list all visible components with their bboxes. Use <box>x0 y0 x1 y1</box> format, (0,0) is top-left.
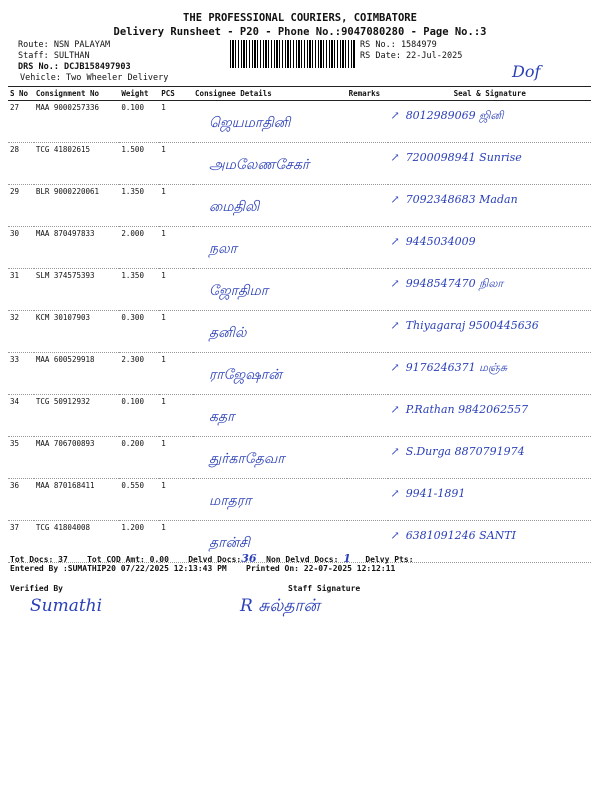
cell-signature <box>388 395 591 437</box>
cell-sno: 31 <box>8 269 34 311</box>
signature-handwriting: 9941-1891 <box>405 487 466 500</box>
entered-by: Entered By :SUMATHIP20 07/22/2025 12:13:43 PM <box>10 564 227 573</box>
signature-handwriting: S.Durga 8870791974 <box>405 445 525 458</box>
col-consignee: Consignee Details <box>193 87 347 101</box>
cell-sno: 35 <box>8 437 34 479</box>
sheet-subtitle: Delivery Runsheet - P20 - Phone No.:9047080280 - Page No.:3 <box>113 26 487 38</box>
cell-pcs: 1 <box>159 311 193 353</box>
consignee-handwriting: கதா <box>209 409 235 425</box>
consignee-handwriting: துர்காதேவா <box>209 451 285 467</box>
cell-remarks <box>347 185 389 227</box>
cell-pcs: 1 <box>159 353 193 395</box>
arrow-icon: ↗ <box>390 361 400 374</box>
cell-consignee <box>193 437 347 479</box>
cell-remarks <box>347 101 389 143</box>
cell-weight: 0.100 <box>119 101 159 143</box>
vehicle-text: Vehicle: Two Wheeler Delivery <box>20 73 169 83</box>
runsheet-table <box>8 86 591 563</box>
cell-consignment: TCG 50912932 <box>34 395 120 437</box>
cell-sno: 34 <box>8 395 34 437</box>
cell-consignment: MAA 870168411 <box>34 479 120 521</box>
signature-handwriting: 8012989069 ஜினி <box>405 109 504 122</box>
total-docs: Tot Docs: 37 <box>10 555 68 564</box>
cell-pcs: 1 <box>159 185 193 227</box>
signature-handwriting: 7200098941 Sunrise <box>405 151 522 164</box>
cell-weight: 0.300 <box>119 311 159 353</box>
signature-handwriting: Thiyagaraj 9500445636 <box>405 319 539 332</box>
corner-handwritten-note: Dof <box>512 62 541 81</box>
cell-consignment: BLR 9000220061 <box>34 185 120 227</box>
printed-on: Printed On: 22-07-2025 12:12:11 <box>246 564 396 573</box>
consignee-handwriting: அமலேணசேகர் <box>209 157 310 173</box>
delivered-docs-label: Delvd Docs: <box>188 555 242 564</box>
cell-sno: 32 <box>8 311 34 353</box>
consignee-handwriting: நலா <box>209 241 237 257</box>
consignee-handwriting: தான்சி <box>209 535 251 551</box>
cell-weight: 1.200 <box>119 521 159 563</box>
cell-remarks <box>347 479 389 521</box>
cell-consignee <box>193 185 347 227</box>
cell-consignee <box>193 269 347 311</box>
cell-consignment: KCM 30107903 <box>34 311 120 353</box>
staff-signature-label: Staff Signature <box>288 584 361 593</box>
entry-line <box>10 564 395 573</box>
cell-sno: 28 <box>8 143 34 185</box>
signature-handwriting: 9445034009 <box>405 235 476 248</box>
cell-pcs: 1 <box>159 227 193 269</box>
cell-signature <box>388 269 591 311</box>
cell-remarks <box>347 143 389 185</box>
barcode <box>230 40 355 68</box>
cell-weight: 0.550 <box>119 479 159 521</box>
cell-remarks <box>347 395 389 437</box>
table-row <box>8 269 591 311</box>
table-header-row <box>8 87 591 101</box>
cell-consignment: MAA 870497833 <box>34 227 120 269</box>
cell-weight: 1.350 <box>119 269 159 311</box>
arrow-icon: ↗ <box>390 109 400 122</box>
cell-consignee <box>193 311 347 353</box>
cell-consignee <box>193 353 347 395</box>
cell-consignment: TCG 41802615 <box>34 143 120 185</box>
cell-weight: 2.300 <box>119 353 159 395</box>
arrow-icon: ↗ <box>390 319 400 332</box>
cell-sno: 30 <box>8 227 34 269</box>
arrow-icon: ↗ <box>390 529 400 542</box>
cell-pcs: 1 <box>159 143 193 185</box>
staff-text: Staff: SULTHAN <box>18 51 90 61</box>
cell-signature <box>388 521 591 563</box>
cell-pcs: 1 <box>159 437 193 479</box>
cell-pcs: 1 <box>159 269 193 311</box>
cell-signature <box>388 353 591 395</box>
drs-number: DRS No.: DCJB158497903 <box>18 62 131 72</box>
table-row <box>8 395 591 437</box>
cell-remarks <box>347 311 389 353</box>
cell-consignee <box>193 479 347 521</box>
cell-signature <box>388 185 591 227</box>
col-sno: S No <box>8 87 34 101</box>
non-delivered-docs-label: Non Delvd Docs: <box>266 555 339 564</box>
delivery-points-label: Delvy Pts: <box>365 555 414 564</box>
cell-consignee <box>193 143 347 185</box>
arrow-icon: ↗ <box>390 403 400 416</box>
cell-signature <box>388 437 591 479</box>
arrow-icon: ↗ <box>390 235 400 248</box>
table-row <box>8 185 591 227</box>
cell-consignee <box>193 227 347 269</box>
cell-weight: 1.350 <box>119 185 159 227</box>
col-weight: Weight <box>119 87 159 101</box>
signature-handwriting: 9948547470 நிலா <box>405 277 504 290</box>
arrow-icon: ↗ <box>390 193 400 206</box>
consignee-handwriting: மைதிலி <box>209 199 260 215</box>
signature-handwriting: P.Rathan 9842062557 <box>405 403 529 416</box>
delivered-docs-handwritten: 36 <box>241 552 257 565</box>
arrow-icon: ↗ <box>390 487 400 500</box>
consignee-handwriting: ஜெயமாதினி <box>209 115 291 131</box>
consignee-handwriting: தனில் <box>209 325 247 341</box>
signature-handwriting: 9176246371 மஞ்சு <box>405 361 508 374</box>
consignee-handwriting: மாதரா <box>209 493 252 509</box>
cell-consignment: MAA 706700893 <box>34 437 120 479</box>
table-row <box>8 353 591 395</box>
col-remarks: Remarks <box>347 87 389 101</box>
table-row <box>8 143 591 185</box>
cell-signature <box>388 227 591 269</box>
arrow-icon: ↗ <box>390 151 400 164</box>
cell-pcs: 1 <box>159 479 193 521</box>
cell-signature <box>388 311 591 353</box>
staff-signature: R சுல்தான் <box>240 596 320 616</box>
cell-remarks <box>347 227 389 269</box>
col-consignment: Consignment No <box>34 87 120 101</box>
table-row <box>8 311 591 353</box>
table-row <box>8 227 591 269</box>
table-row <box>8 101 591 143</box>
cell-sno: 29 <box>8 185 34 227</box>
non-delivered-docs-handwritten: 1 <box>343 552 351 565</box>
cell-sno: 37 <box>8 521 34 563</box>
cell-signature <box>388 479 591 521</box>
cell-signature <box>388 143 591 185</box>
cell-weight: 1.500 <box>119 143 159 185</box>
signature-handwriting: 6381091246 SANTI <box>405 529 516 542</box>
cell-sno: 27 <box>8 101 34 143</box>
table-row <box>8 479 591 521</box>
col-seal-signature: Seal & Signature <box>388 87 591 101</box>
sheet-title: THE PROFESSIONAL COURIERS, COIMBATORE <box>183 12 417 24</box>
cell-consignment: SLM 374575393 <box>34 269 120 311</box>
cell-pcs: 1 <box>159 101 193 143</box>
col-pcs: PCS <box>159 87 193 101</box>
verified-by-signature: Sumathi <box>30 596 103 616</box>
cell-signature <box>388 101 591 143</box>
arrow-icon: ↗ <box>390 277 400 290</box>
arrow-icon: ↗ <box>390 445 400 458</box>
rs-date: RS Date: 22-Jul-2025 <box>360 51 463 61</box>
cell-pcs: 1 <box>159 395 193 437</box>
cell-pcs: 1 <box>159 521 193 563</box>
cell-sno: 33 <box>8 353 34 395</box>
cell-weight: 0.200 <box>119 437 159 479</box>
cell-consignment: MAA 600529918 <box>34 353 120 395</box>
cell-consignee <box>193 395 347 437</box>
rs-number: RS No.: 1584979 <box>360 40 437 50</box>
table-row <box>8 437 591 479</box>
cell-sno: 36 <box>8 479 34 521</box>
signature-handwriting: 7092348683 Madan <box>405 193 518 206</box>
cell-consignment: MAA 9000257336 <box>34 101 120 143</box>
route-text: Route: NSN PALAYAM <box>18 40 111 50</box>
total-cod: Tot COD Amt: 0.00 <box>87 555 169 564</box>
consignee-handwriting: ராஜேஷான் <box>209 367 282 383</box>
consignee-handwriting: ஜோதிமா <box>209 283 269 299</box>
cell-weight: 2.000 <box>119 227 159 269</box>
cell-remarks <box>347 437 389 479</box>
cell-consignee <box>193 101 347 143</box>
cell-remarks <box>347 269 389 311</box>
cell-consignment: TCG 41804008 <box>34 521 120 563</box>
verified-by-label: Verified By <box>10 584 63 593</box>
cell-weight: 0.100 <box>119 395 159 437</box>
cell-remarks <box>347 353 389 395</box>
